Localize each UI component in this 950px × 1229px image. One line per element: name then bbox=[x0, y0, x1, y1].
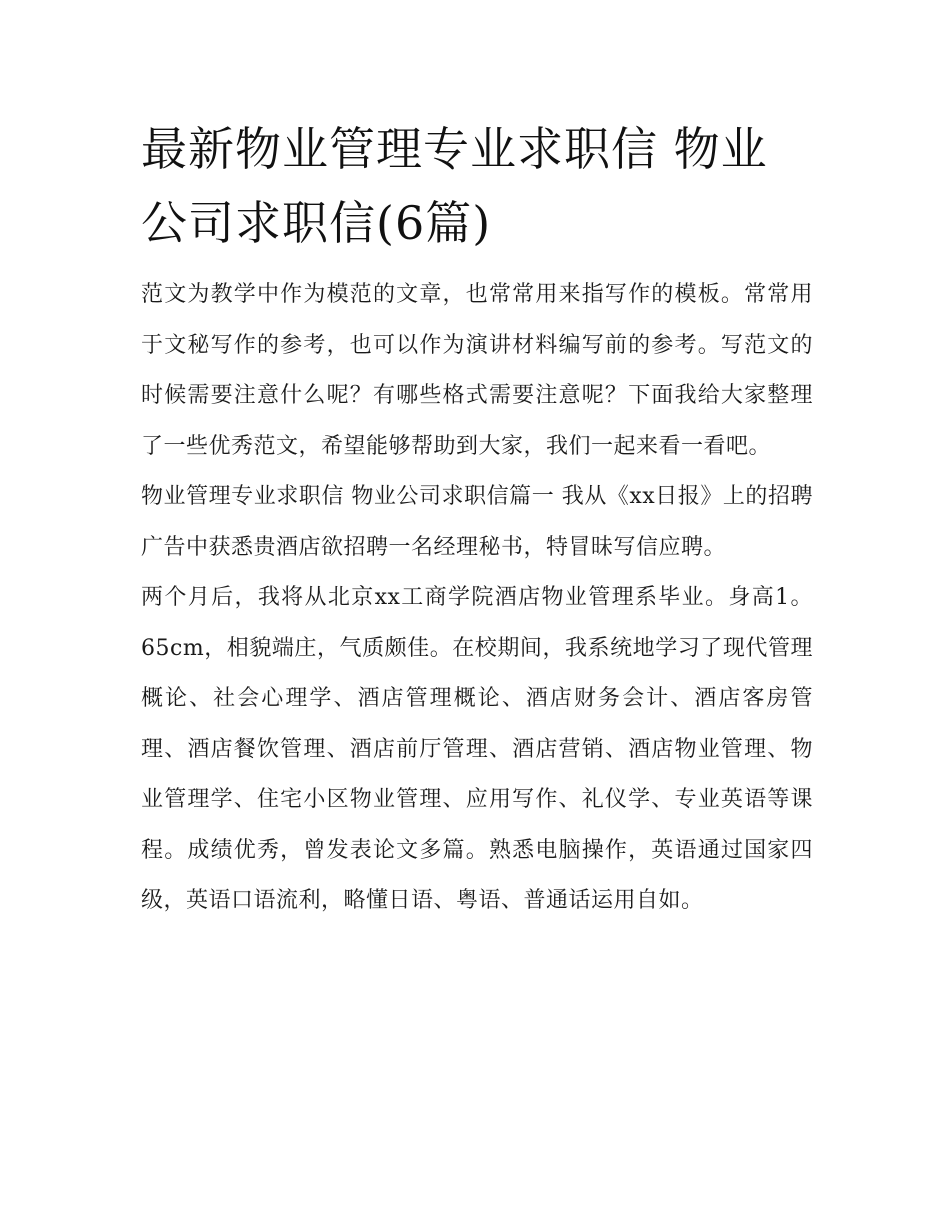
document-page bbox=[141, 112, 813, 927]
paragraph-intro: 范文为教学中作为模范的文章，也常常用来指写作的模板。常常用于文秘写作的参考，也可以作为演讲材料编写前的参考。写范文的时候需要注意什么呢？有哪些格式需要注意呢？下面我给大家整理了一些优秀范文，希望能够帮助到大家，我们一起来看一看吧。 bbox=[141, 282, 813, 459]
document-title: 最新物业管理专业求职信 物业公司求职信(6篇) bbox=[141, 122, 768, 250]
paragraph-letter-body: 两个月后，我将从北京xx工商学院酒店物业管理系毕业。身高1。65cm，相貌端庄，气质颇佳。在校期间，我系统地学习了现代管理概论、社会心理学、酒店管理概论、酒店财务会计、酒店客房管理、酒店餐饮管理、酒店前厅管理、酒店营销、酒店物业管理、物业管理学、住宅小区物业管理、应用写作、礼仪学、专业英语等课程。成绩优秀，曾发表论文多篇。熟悉电脑操作，英语通过国家四级，英语口语流利，略懂日语、粤语、普通话运用自如。 bbox=[141, 585, 813, 913]
paragraph-letter-opening: 物业管理专业求职信 物业公司求职信篇一 我从《xx日报》上的招聘广告中获悉贵酒店欲招聘一名经理秘书，特冒昧写信应聘。 bbox=[141, 484, 813, 560]
